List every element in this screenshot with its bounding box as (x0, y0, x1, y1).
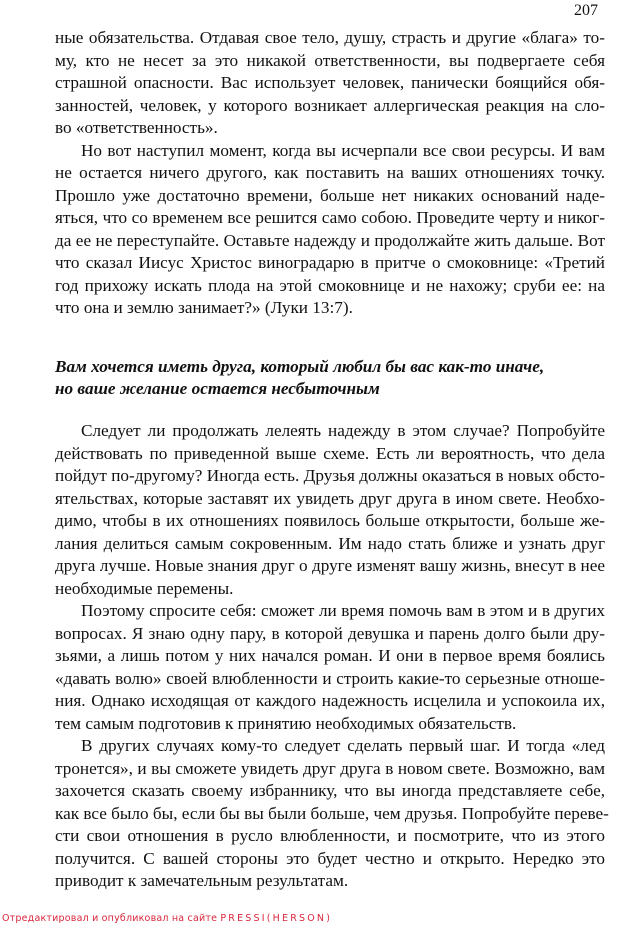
text-line: ния. Однако исходящая от каждого надежность исцелила и успокоила их, (55, 691, 605, 710)
paragraph (55, 600, 605, 735)
text-line: действовать по приведенной выше схеме. Есть ли вероятность, что дела (55, 443, 605, 463)
text-line: страшной опасности. Вас использует человек, панически боящийся обя- (55, 73, 605, 92)
heading-line: но ваше желание остается несбыточным (55, 379, 380, 398)
text-line: как все было бы, если бы вы были больше, чем друзья. Попробуйте переве- (55, 803, 609, 823)
text-line: получится. С вашей стороны это будет честно и открыто. Нередко это (55, 848, 605, 868)
text-line: яться, что со временем все решится само собою. Проведите черту и никог- (55, 208, 605, 227)
paragraph (55, 140, 605, 320)
paragraph (55, 27, 605, 140)
text-line: сти свои отношения в русло влюбленности, и посмотрите, что из этого (55, 826, 605, 845)
text-line: необходимые перемены. (55, 578, 234, 598)
text-line: «давать волю» своей влюбленности и строить какие-то серьезные отноше- (55, 668, 605, 688)
text-line: занностей, человек, у которого возникает аллергическая реакция на сло- (55, 95, 605, 115)
text-line: вопросах. Я знаю одну пару, в которой девушка и парень долго были дру- (55, 623, 605, 643)
footer-brand[interactable]: PRESSI(HERSON) (220, 913, 333, 924)
text-line: приводит к замечательным результатам. (55, 871, 349, 890)
body-text-top (55, 27, 605, 320)
text-line: му, кто не несет за это никакой ответственности, вы подвергаете себя (55, 50, 605, 70)
text-line: В других случаях кому-то следует сделать первый шаг. И тогда «лед (81, 736, 605, 755)
text-line: зьями, а лишь потом у них начался роман. И они в первое время боялись (55, 646, 605, 665)
text-line: Но вот наступил момент, когда вы исчерпали все свои ресурсы. И вам (81, 140, 605, 160)
text-line: пойдут по-другому? Иногда есть. Друзья должны оказаться в новых обсто- (55, 466, 605, 485)
text-line: во «ответственность». (55, 118, 218, 137)
text-line: что сказал Иисус Христос виноградарю в притче о смоковнице: «Третий (55, 253, 605, 272)
heading-line: Вам хочется иметь друга, который любил бы вас как-то иначе, (55, 357, 545, 376)
text-line: Следует ли продолжать лелеять надежду в этом случае? Попробуйте (81, 421, 605, 440)
body-text-bottom (55, 420, 609, 893)
text-line: Поэтому спросите себя: сможет ли время помочь вам в этом и в других (81, 601, 605, 620)
footer-credit (2, 913, 332, 924)
text-line: что она и землю занимает?» (Луки 13:7). (55, 298, 353, 317)
footer-text: Отредактировал и опубликовал на сайте (2, 913, 218, 924)
text-line: димо, чтобы в их отношениях появилось больше открытости, больше же- (55, 511, 605, 530)
text-line: не остается ничего другого, как поставить на ваших отношениях точку. (55, 163, 605, 182)
paragraph (55, 735, 609, 893)
text-line: ятельствах, которые заставят их увидеть друг друга в ином свете. Необхо- (55, 488, 605, 508)
paragraph (55, 420, 605, 600)
text-line: друга лучше. Новые знания друг о друге изменят вашу жизнь, внесут в нее (55, 556, 605, 575)
page-number: 207 (574, 2, 598, 19)
text-line: да ее не переступайте. Оставьте надежду и продолжайте жить дальше. Вот (55, 230, 605, 250)
text-line: год прихожу искать плода на этой смоковнице и не нахожу; сруби ее: на (55, 275, 605, 295)
section-heading (55, 356, 605, 400)
text-line: Прошло уже достаточно времени, больше нет никаких оснований наде- (55, 185, 605, 205)
text-line: тем самым подготовив к принятию необходимых обязательств. (55, 713, 517, 733)
text-line: ные обязательства. Отдавая свое тело, душу, страсть и другие «блага» то- (55, 28, 605, 47)
text-line: захочется сказать своему избраннику, что вы иногда представляете себе, (55, 781, 605, 800)
text-line: лания делиться самым сокровенным. Им надо стать ближе и узнать друг (55, 533, 605, 553)
text-line: тронется», и вы сможете увидеть друг друга в новом свете. Возможно, вам (55, 758, 605, 778)
